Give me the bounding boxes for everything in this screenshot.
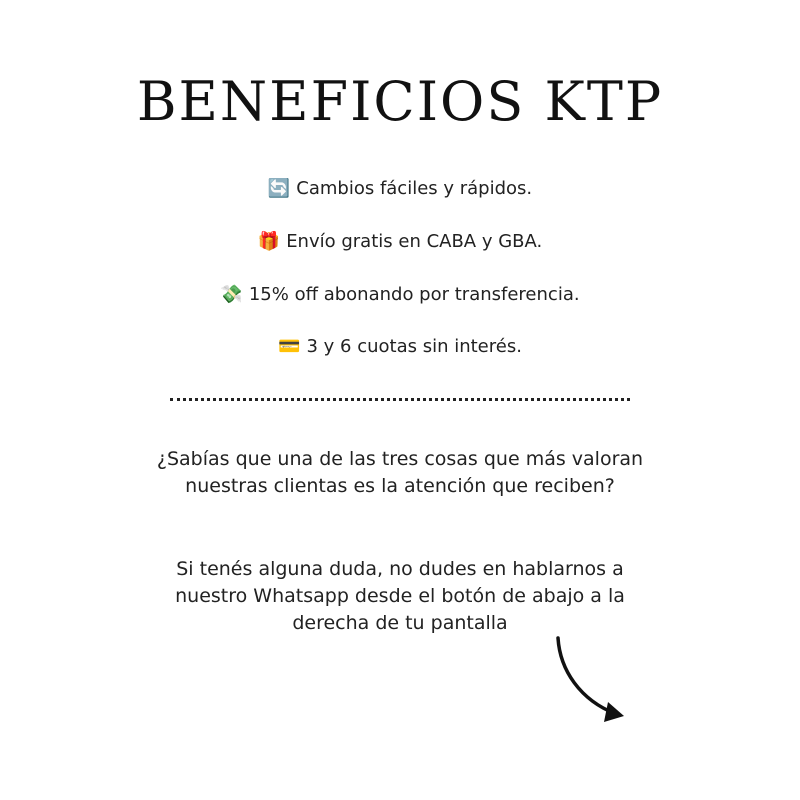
benefit-transfer-discount bbox=[0, 284, 800, 305]
dotted-divider bbox=[170, 398, 630, 401]
benefit-text: Envío gratis en CABA y GBA. bbox=[286, 231, 543, 252]
curved-arrow-icon bbox=[540, 630, 640, 730]
benefit-exchanges bbox=[0, 178, 800, 199]
benefit-text: 15% off abonando por transferencia. bbox=[248, 284, 580, 305]
benefit-text: 3 y 6 cuotas sin interés. bbox=[306, 336, 522, 357]
gift-icon: 🎁 bbox=[257, 231, 281, 252]
benefit-installments bbox=[0, 336, 800, 357]
benefit-free-shipping bbox=[0, 231, 800, 252]
whatsapp-paragraph: Si tenés alguna duda, no dudes en hablarnos a nuestro Whatsapp desde el botón de abajo a la derecha de tu pantalla bbox=[175, 558, 625, 634]
exchange-arrows-icon: 🔄 bbox=[267, 178, 291, 199]
benefit-text: Cambios fáciles y rápidos. bbox=[296, 178, 533, 199]
attention-paragraph: ¿Sabías que una de las tres cosas que más valoran nuestras clientas es la atención que reciben? bbox=[156, 448, 644, 497]
page-title: BENEFICIOS KTP bbox=[136, 70, 664, 133]
credit-card-icon: 💳 bbox=[278, 336, 301, 357]
money-with-wings-icon: 💸 bbox=[220, 284, 243, 305]
